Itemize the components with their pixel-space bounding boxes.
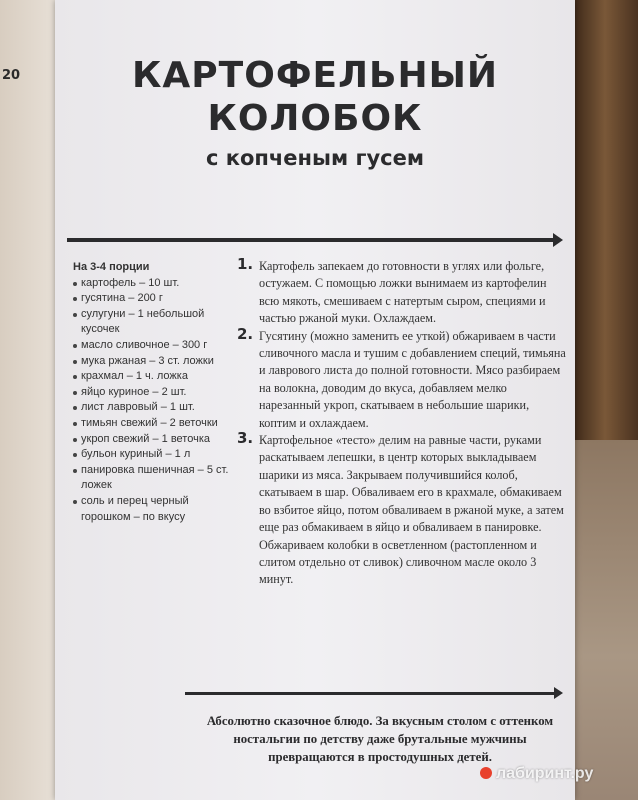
step-number: 1. — [237, 255, 254, 273]
ingredient-item: укроп свежий – 1 веточка — [73, 432, 233, 448]
ingredients-title: На 3-4 порции — [73, 261, 150, 273]
recipe-step — [237, 324, 567, 432]
step-text: Картофельное «тесто» делим на равные части, руками раскатываем лепешки, в центр которых выкладываем шарики из мяса. Закрываем получившийся колоб, скатываем в шар. Обваливаем его в крахмале, обмакиваем во взбитое яйцо, потом обваливаем в ржаной муке, а затем еще раз обмакиваем в яйцо и обваливаем в панировке. Обжариваем колобки в осветленном (растопленном и слитом отдельно от сливок) сливочном масле около 3 минут. — [259, 433, 564, 587]
ingredient-item: сулугуни – 1 небольшой кусочек — [73, 307, 233, 338]
adjacent-page — [0, 0, 62, 800]
top-divider-arrow — [67, 238, 555, 242]
ingredient-item: тимьян свежий – 2 веточки — [73, 416, 233, 432]
recipe-title-line1: КАРТОФЕЛЬНЫЙ — [131, 55, 499, 96]
recipe-step — [237, 429, 567, 589]
bottom-divider-arrow — [185, 692, 555, 695]
step-text: Картофель запекаем до готовности в углях или фольге, остужаем. С помощью ложки вынимаем из картофелин всю мякоть, смешиваем с натертым сыром, специями и частью ржаной муки. Охлаждаем. — [259, 259, 547, 326]
recipe-subtitle: с копченым гусем — [205, 146, 425, 170]
watermark — [480, 765, 593, 783]
ingredient-item: масло сливочное – 300 г — [73, 338, 233, 354]
ingredient-item: гусятина – 200 г — [73, 291, 233, 307]
book-page — [55, 0, 575, 800]
watermark-logo-icon — [480, 767, 492, 779]
ingredient-item: картофель – 10 шт. — [73, 276, 233, 292]
ingredient-item: бульон куриный – 1 л — [73, 447, 233, 463]
watermark-text: лабиринт.ру — [496, 765, 594, 782]
ingredient-item: панировка пшеничная – 5 ст. ложек — [73, 463, 233, 494]
step-number: 2. — [237, 324, 254, 343]
step-text: Гусятину (можно заменить ее уткой) обжариваем в части сливочного масла и тушим с добавлением специй, тимьяна и лаврового листа до полной готовности. Мясо разбираем на волокна, доводим до вкуса, добавляем мелко нарезанный укроп, скатываем в небольшие шарики, коптим и охлаждаем. — [259, 328, 566, 430]
ingredient-item: яйцо куриное – 2 шт. — [73, 385, 233, 401]
ingredient-item: лист лавровый – 1 шт. — [73, 400, 233, 416]
recipe-title-line2: КОЛОБОК — [207, 98, 423, 139]
recipe-steps — [237, 255, 567, 589]
ingredients-list — [73, 260, 233, 525]
step-number: 3. — [237, 429, 254, 448]
ingredient-item: мука ржаная – 3 ст. ложки — [73, 354, 233, 370]
ingredient-item: соль и перец черный горошком – по вкусу — [73, 494, 233, 525]
recipe-note: Абсолютно сказочное блюдо. За вкусным столом с оттенком ностальгии по детству даже брутальные мужчины превращаются в простодушных детей. — [206, 714, 554, 764]
page-number: 20 — [2, 68, 21, 83]
recipe-step — [237, 255, 567, 328]
ingredient-item: крахмал – 1 ч. ложка — [73, 369, 233, 385]
